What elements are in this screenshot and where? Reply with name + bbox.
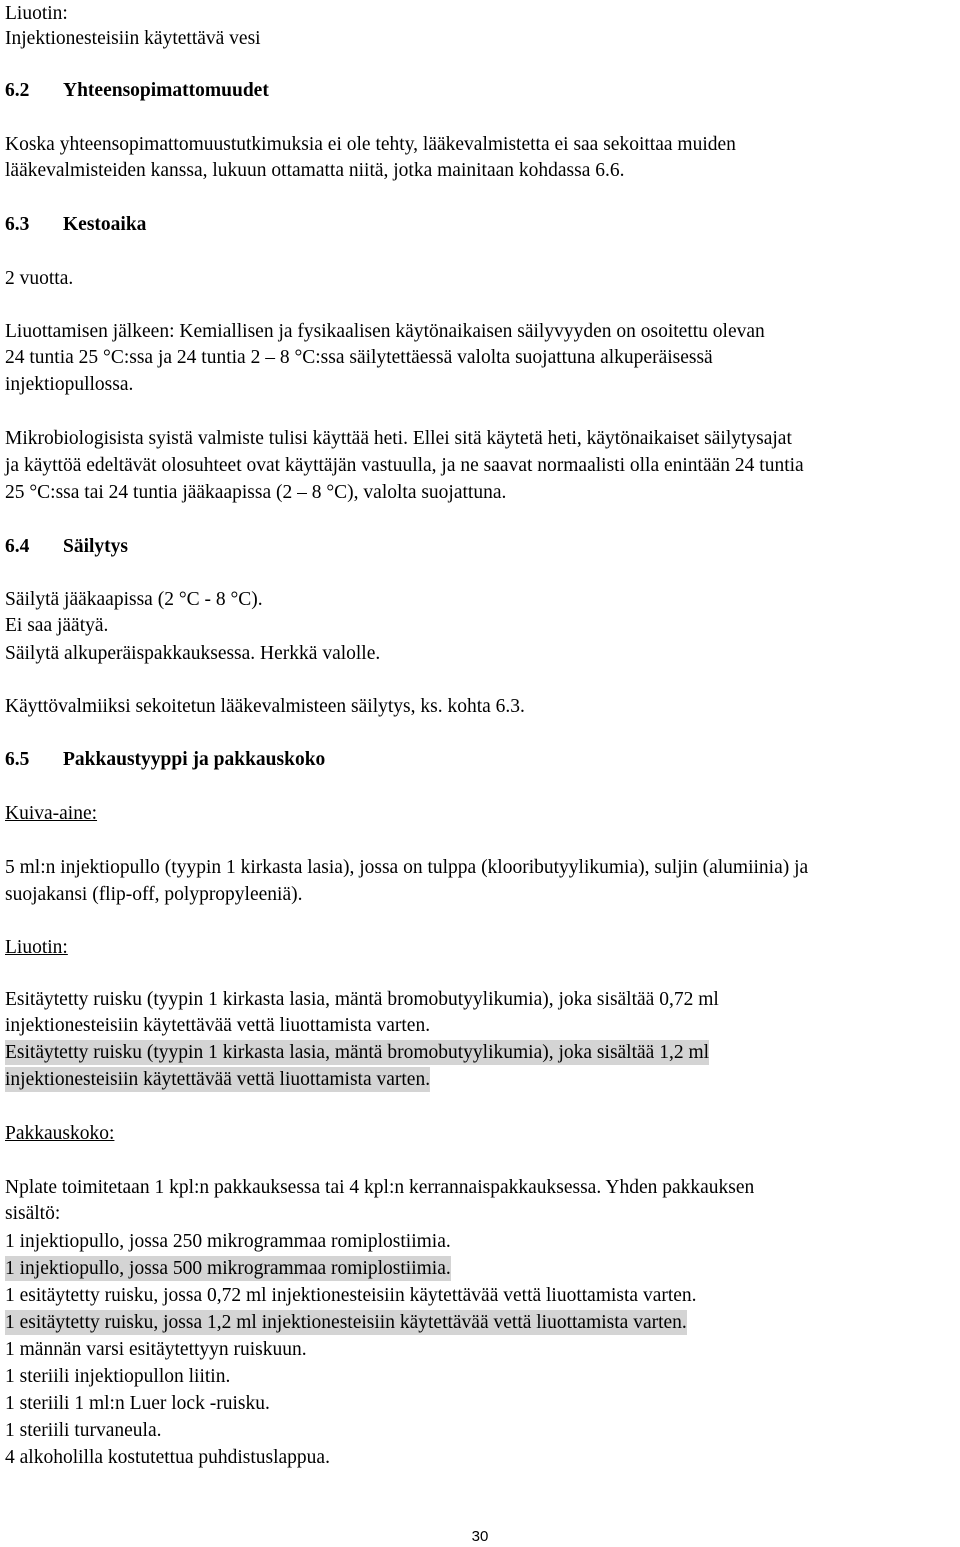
powder-label: Kuiva-aine: [5,803,98,824]
pack-content-item: 1 männän varsi esitäytettyyn ruiskuun. [5,1339,307,1360]
paragraph-line: Nplate toimitetaan 1 kpl:n pakkauksessa tai 4 kpl:n kerrannaispakkauksessa. Yhden pakkauksen [5,1177,755,1198]
paragraph-line: 5 ml:n injektiopullo (tyypin 1 kirkasta lasia), jossa on tulppa (klooributyylikumia), suljin (alumiinia) ja [5,857,809,878]
section-title: Pakkaustyyppi ja pakkauskoko [63,749,326,770]
paragraph-line: Liuottamisen jälkeen: Kemiallisen ja fysikaalisen käytönaikaisen säilyvyyden on osoitettu olevan [5,321,765,342]
section-number: 6.2 [5,80,30,101]
pack-content-item: 1 injektiopullo, jossa 250 mikrogrammaa romiplostiimia. [5,1231,451,1252]
section-number: 6.5 [5,749,30,770]
paragraph-line: lääkevalmisteiden kanssa, lukuun ottamatta niitä, jotka mainitaan kohdassa 6.6. [5,160,625,181]
storage-line: Säilytä jääkaapissa (2 °C - 8 °C). [5,589,263,610]
solvent-header-value: Injektionesteisiin käytettävä vesi [5,28,261,49]
paragraph-line: sisältö: [5,1203,61,1224]
paragraph-line: Koska yhteensopimattomuustutkimuksia ei ole tehty, lääkevalmistetta ei saa sekoittaa muiden [5,134,736,155]
storage-line: Ei saa jäätyä. [5,615,109,636]
solvent-label: Liuotin: [5,937,68,958]
pack-size-label: Pakkauskoko: [5,1123,115,1144]
section-title: Säilytys [63,536,129,557]
section-heading-6-5 [5,747,325,772]
paragraph-line: 25 °C:ssa tai 24 tuntia jääkaapissa (2 – 8 °C), valolta suojattuna. [5,482,507,503]
section-heading-6-4 [5,534,128,559]
paragraph-line: suojakansi (flip-off, polypropyleeniä). [5,884,303,905]
storage-reference: Käyttövalmiiksi sekoitetun lääkevalmisteen säilytys, ks. kohta 6.3. [5,696,525,717]
paragraph-line: injektiopullossa. [5,374,134,395]
pack-content-item: 1 esitäytetty ruisku, jossa 0,72 ml injektionesteisiin käytettävää vettä liuottamista varten. [5,1285,697,1306]
storage-line: Säilytä alkuperäispakkauksessa. Herkkä valolle. [5,643,381,664]
section-title: Yhteensopimattomuudet [63,80,269,101]
pack-content-item: 1 injektiopullo, jossa 500 mikrogrammaa romiplostiimia. [5,1258,451,1279]
pack-content-item: 1 steriili 1 ml:n Luer lock -ruisku. [5,1393,270,1414]
highlighted-line: Esitäytetty ruisku (tyypin 1 kirkasta lasia, mäntä bromobutyylikumia), joka sisältää 1,2 ml [5,1042,710,1063]
section-title: Kestoaika [63,214,147,235]
shelf-life: 2 vuotta. [5,268,74,289]
pack-content-item: 1 steriili turvaneula. [5,1420,162,1441]
paragraph-line: Esitäytetty ruisku (tyypin 1 kirkasta lasia, mäntä bromobutyylikumia), joka sisältää 0,72 ml [5,989,719,1010]
pack-content-item: 1 esitäytetty ruisku, jossa 1,2 ml injektionesteisiin käytettävää vettä liuottamista varten. [5,1312,687,1333]
section-heading-6-3 [5,212,146,237]
solvent-header-label: Liuotin: [5,3,68,24]
pack-content-item: 4 alkoholilla kostutettua puhdistuslappua. [5,1447,330,1468]
highlighted-line: injektionesteisiin käytettävää vettä liuottamista varten. [5,1069,431,1090]
pack-content-item: 1 steriili injektiopullon liitin. [5,1366,231,1387]
section-number: 6.4 [5,536,30,557]
paragraph-line: 24 tuntia 25 °C:ssa ja 24 tuntia 2 – 8 °C:ssa säilytettäessä valolta suojattuna alkuperäisessä [5,347,713,368]
paragraph-line: injektionesteisiin käytettävää vettä liuottamista varten. [5,1015,431,1036]
paragraph-line: Mikrobiologisista syistä valmiste tulisi käyttää heti. Ellei sitä käytetä heti, käytönaikaiset säilytysajat [5,428,792,449]
section-heading-6-2 [5,78,269,103]
section-number: 6.3 [5,214,30,235]
page-number: 30 [471,1528,489,1545]
paragraph-line: ja käyttöä edeltävät olosuhteet ovat käyttäjän vastuulla, ja ne saavat normaalisti olla enintään 24 tuntia [5,455,804,476]
